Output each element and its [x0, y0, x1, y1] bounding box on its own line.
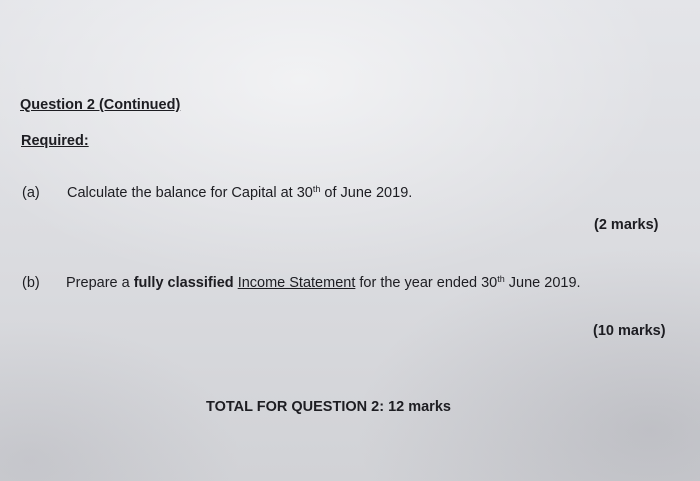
part-a-text-main: Calculate the balance for Capital at 30: [67, 185, 313, 201]
required-label: Required:: [21, 133, 89, 149]
question-heading: Question 2 (Continued): [20, 97, 181, 113]
question-total: TOTAL FOR QUESTION 2: 12 marks: [206, 399, 451, 415]
part-b-label: (b): [22, 275, 40, 291]
part-b-bold-text: fully classified: [133, 275, 234, 291]
part-a-marks: (2 marks): [594, 217, 659, 233]
part-a-text-end: of June 2019.: [320, 185, 413, 201]
part-a-text: [67, 184, 412, 202]
part-a-superscript: th: [312, 184, 321, 195]
part-b-text: [66, 274, 581, 292]
part-b-text-end: June 2019.: [504, 275, 581, 291]
part-b-text-main: for the year ended 30: [355, 275, 498, 291]
part-a-label: (a): [22, 185, 40, 201]
part-b-superscript: th: [497, 274, 505, 285]
part-b-text-start: Prepare a: [66, 275, 134, 291]
part-b-underlined-text: Income Statement: [237, 275, 356, 291]
part-b-marks: (10 marks): [593, 323, 666, 339]
